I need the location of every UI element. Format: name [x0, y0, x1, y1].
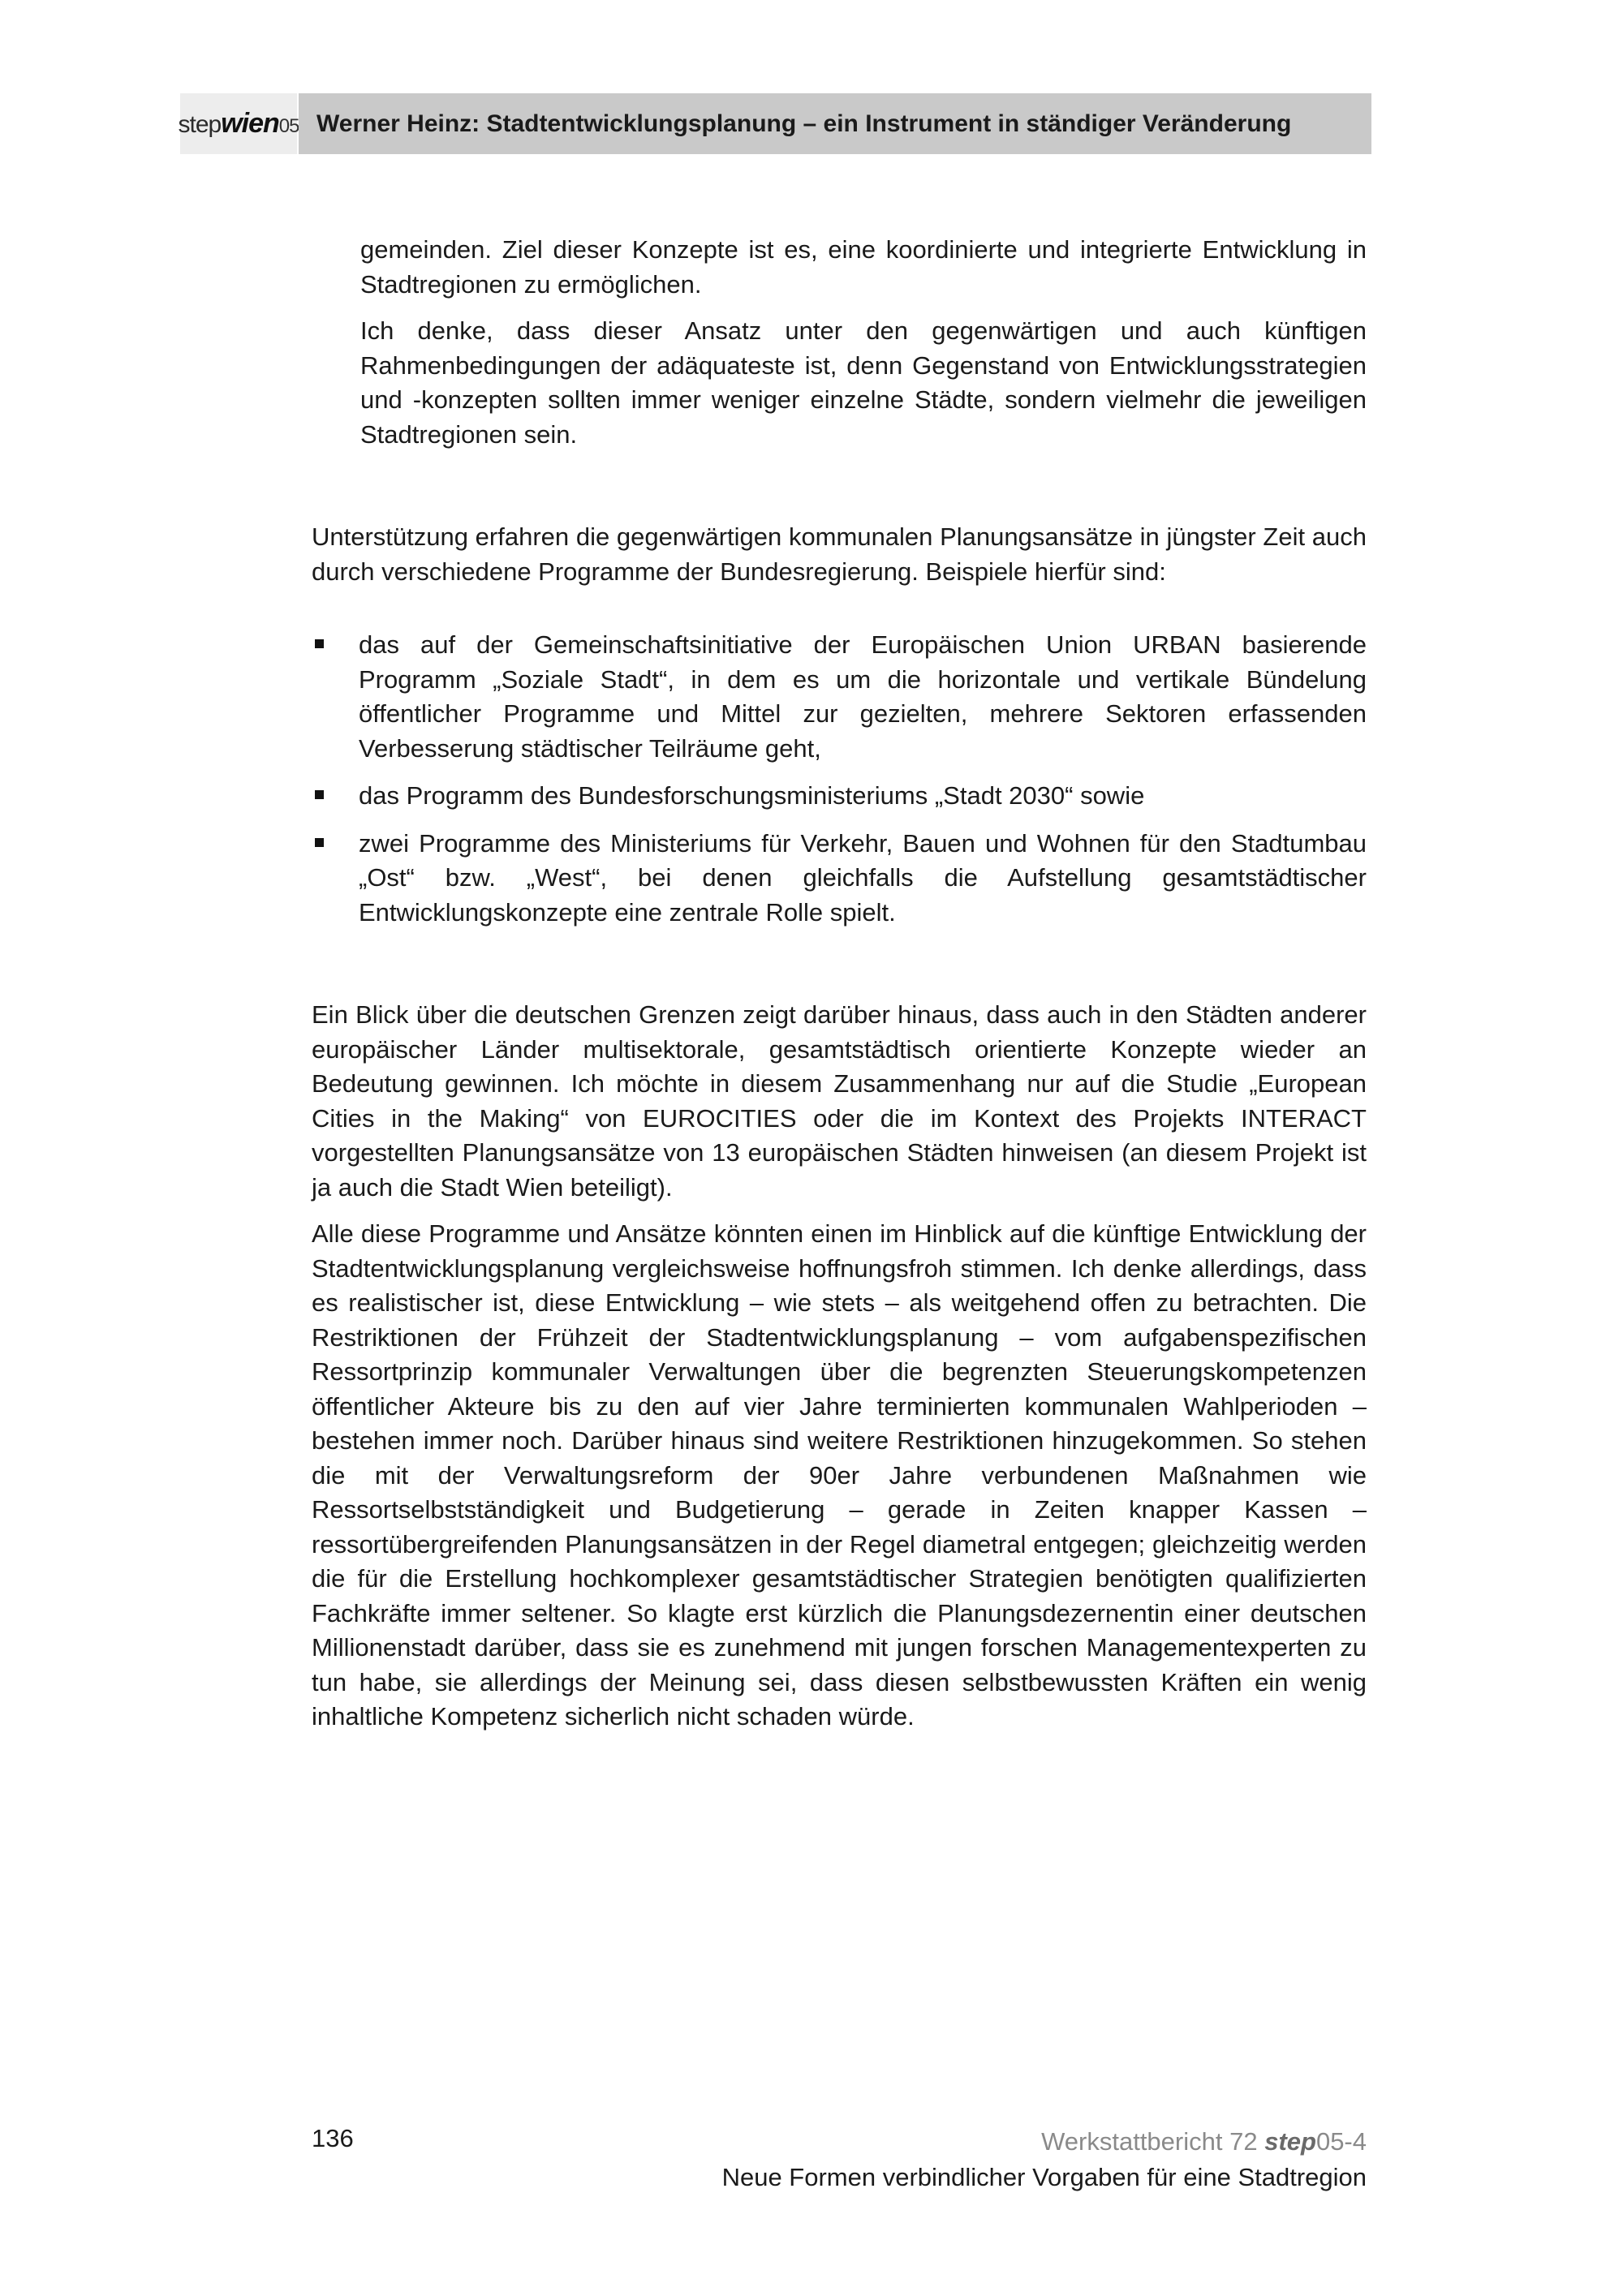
page-header [180, 93, 1371, 154]
page-body [312, 233, 1367, 1735]
series-label: Werkstattbericht 72 step05-4 [1041, 2127, 1367, 2156]
logo-wordmark: stepwien05 [178, 108, 299, 139]
body-paragraph-1: Ein Blick über die deutschen Grenzen zeigt darüber hinaus, dass auch in den Städten anderer europäischer Länder multisektorale, gesamtstädtisch orientierte Konzepte wieder an Bedeutung gewinnen. Ich möchte in diesem Zusammenhang nur auf die Studie „European Cities in the Making“ von EUROCITIES oder die im Kontext des Projekts INTERACT vorgestellten Planungsansätze von 13 europäischen Städten hinweisen (an diesem Projekt ist ja auch die Stadt Wien beteiligt). [312, 1000, 1367, 1202]
step-wien-logo [180, 93, 299, 154]
running-title: Werner Heinz: Stadtentwicklungsplanung – ein Instrument in ständiger Veränderung [316, 110, 1292, 137]
program-list [312, 628, 1367, 930]
list-item: das Programm des Bundesforschungsministeriums „Stadt 2030“ sowie [312, 779, 1367, 814]
header-bar [299, 93, 1371, 154]
page-number: 136 [312, 2124, 354, 2152]
intro-paragraph: Unterstützung erfahren die gegenwärtigen kommunalen Planungsansätze in jüngster Zeit auch durch verschiedene Programme der Bundesregierung. Beispiele hierfür sind: [312, 522, 1367, 586]
body-paragraph-2: Alle diese Programme und Ansätze könnten einen im Hinblick auf die künftige Entwicklung der Stadtentwicklungsplanung vergleichsweise hoffnungsfroh stimmen. Ich denke allerdings, dass es realistischer ist, diese Entwicklung – wie stets – als weitgehend offen zu betrachten. Die Restriktionen der Frühzeit der Stadtentwicklungsplanung – vom aufgabenspezifischen Ressortprinzip kommunaler Verwaltungen über die begrenzten Steuerungskompetenzen öffentlicher Akteure bis zu den auf vier Jahre terminierten kommunalen Wahlperioden – bestehen immer noch. Darüber hinaus sind weitere Restriktionen hinzugekommen. So stehen die mit der Verwaltungsreform der 90er Jahre verbundenen Maßnahmen wie Ressortselbstständigkeit und Budgetierung – gerade in Zeiten knapper Kassen – ressortübergreifenden Planungsansätzen in der Regel diametral entgegen; gleichzeitig werden die für die Erstellung hochkomplexer gesamtstädtischer Strategien benötigten qualifizierten Fachkräfte immer seltener. So klagte erst kürzlich die Planungsdezernentin einer deutschen Millionenstadt darüber, dass sie es zunehmend mit jungen forschen Managementexperten zu tun habe, sie allerdings der Meinung sei, dass diesen selbstbewussten Kräften ein wenig inhaltliche Kompetenz sicherlich nicht schaden würde. [312, 1219, 1367, 1731]
series-subtitle: Neue Formen verbindlicher Vorgaben für eine Stadtregion [721, 2163, 1367, 2191]
page-footer [722, 2124, 1367, 2195]
bullet-square-icon [315, 790, 324, 799]
bullet-square-icon [315, 838, 324, 847]
list-item: das auf der Gemeinschaftsinitiative der Europäischen Union URBAN basierende Programm „Soziale Stadt“, in dem es um die horizontale und vertikale Bündelung öffentlicher Programme und Mittel zur gezielten, mehrere Sektoren erfassenden Verbesserung städtischer Teilräume geht, [312, 628, 1367, 766]
quote-paragraph-1: gemeinden. Ziel dieser Konzepte ist es, eine koordinierte und integrierte Entwicklung in Stadtregionen zu ermöglichen. [360, 235, 1367, 299]
list-item: zwei Programme des Ministeriums für Verkehr, Bauen und Wohnen für den Stadtumbau „Ost“ bzw. „West“, bei denen gleichfalls die Aufstellung gesamtstädtischer Entwicklungskonzepte eine zentrale Rolle spielt. [312, 827, 1367, 931]
quote-paragraph-2: Ich denke, dass dieser Ansatz unter den gegenwärtigen und auch künftigen Rahmenbedingungen der adäquateste ist, denn Gegenstand von Entwicklungsstrategien und -konzepten sollten immer weniger einzelne Städte, sondern vielmehr die jeweiligen Stadtregionen sein. [360, 316, 1367, 449]
bullet-square-icon [315, 639, 324, 648]
